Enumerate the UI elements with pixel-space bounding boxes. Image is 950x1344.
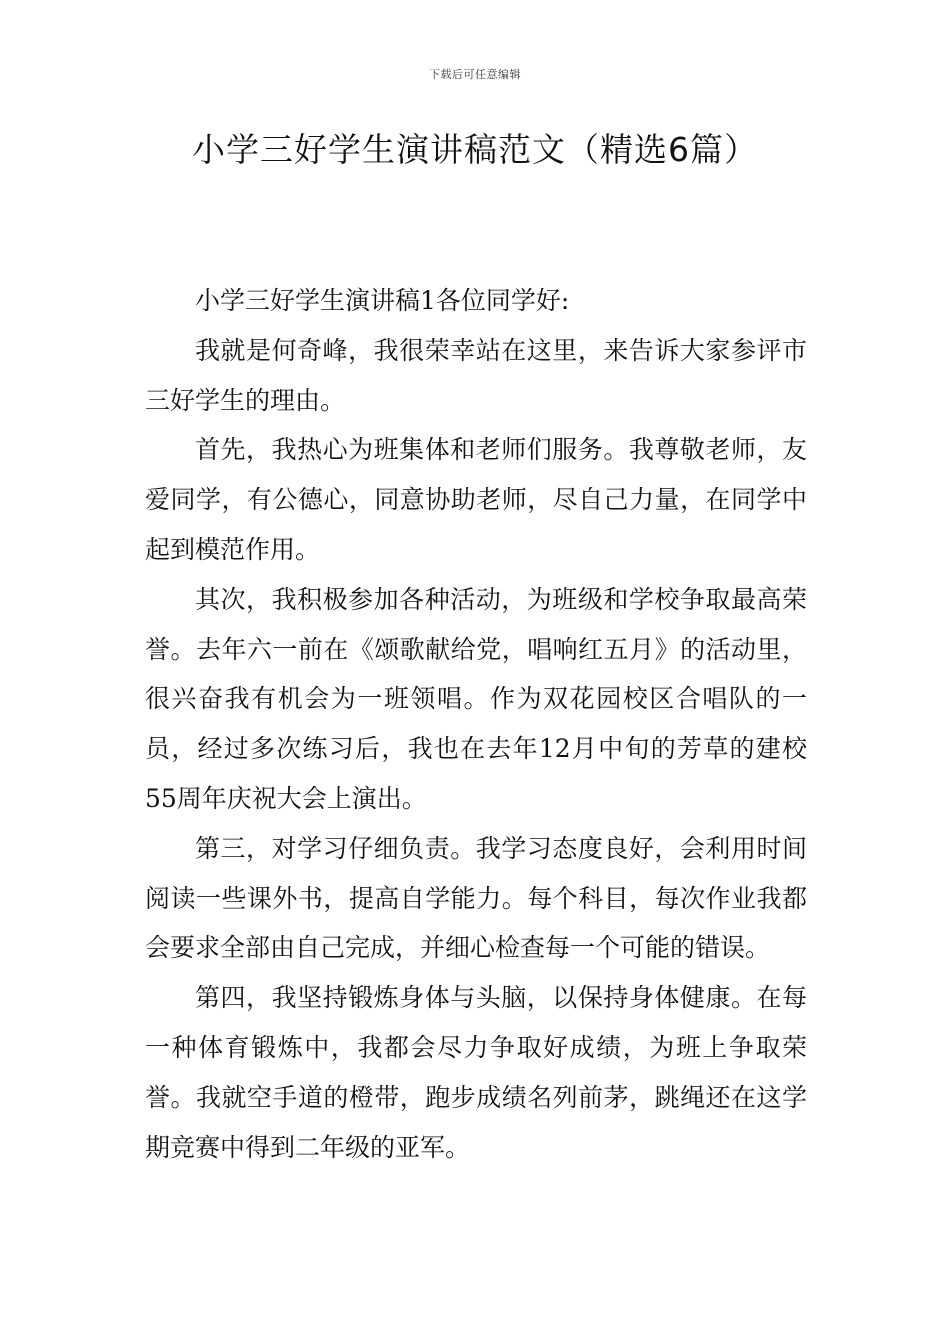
paragraph: 第三，对学习仔细负责。我学习态度良好，会利用时间阅读一些课外书，提高自学能力。每个科目，每次作业我都会要求全部由自己完成，并细心检查每一个可能的错误。	[145, 833, 807, 963]
paragraph: 我就是何奇峰，我很荣幸站在这里，来告诉大家参评市三好学生的理由。	[145, 335, 807, 415]
header-note: 下载后可任意编辑	[429, 68, 521, 81]
paragraph: 其次，我积极参加各种活动，为班级和学校争取最高荣誉。去年六一前在《颂歌献给党，唱响红五月》的活动里，很兴奋我有机会为一班领唱。作为双花园校区合唱队的一员，经过多次练习后，我也在去年12月中旬的芳草的建校55周年庆祝大会上演出。	[145, 584, 807, 813]
paragraph: 首先，我热心为班集体和老师们服务。我尊敬老师，友爱同学，有公德心，同意协助老师，尽自己力量，在同学中起到模范作用。	[145, 435, 807, 564]
paragraph: 小学三好学生演讲稿1各位同学好:	[195, 286, 570, 315]
document-title: 小学三好学生演讲稿范文（精选6篇）	[192, 130, 758, 169]
document-body	[145, 276, 807, 1172]
paragraph: 第四，我坚持锻炼身体与头脑，以保持身体健康。在每一种体育锻炼中，我都会尽力争取好成绩，为班上争取荣誉。我就空手道的橙带，跑步成绩名列前茅，跳绳还在这学期竞赛中得到二年级的亚军。	[145, 983, 807, 1162]
